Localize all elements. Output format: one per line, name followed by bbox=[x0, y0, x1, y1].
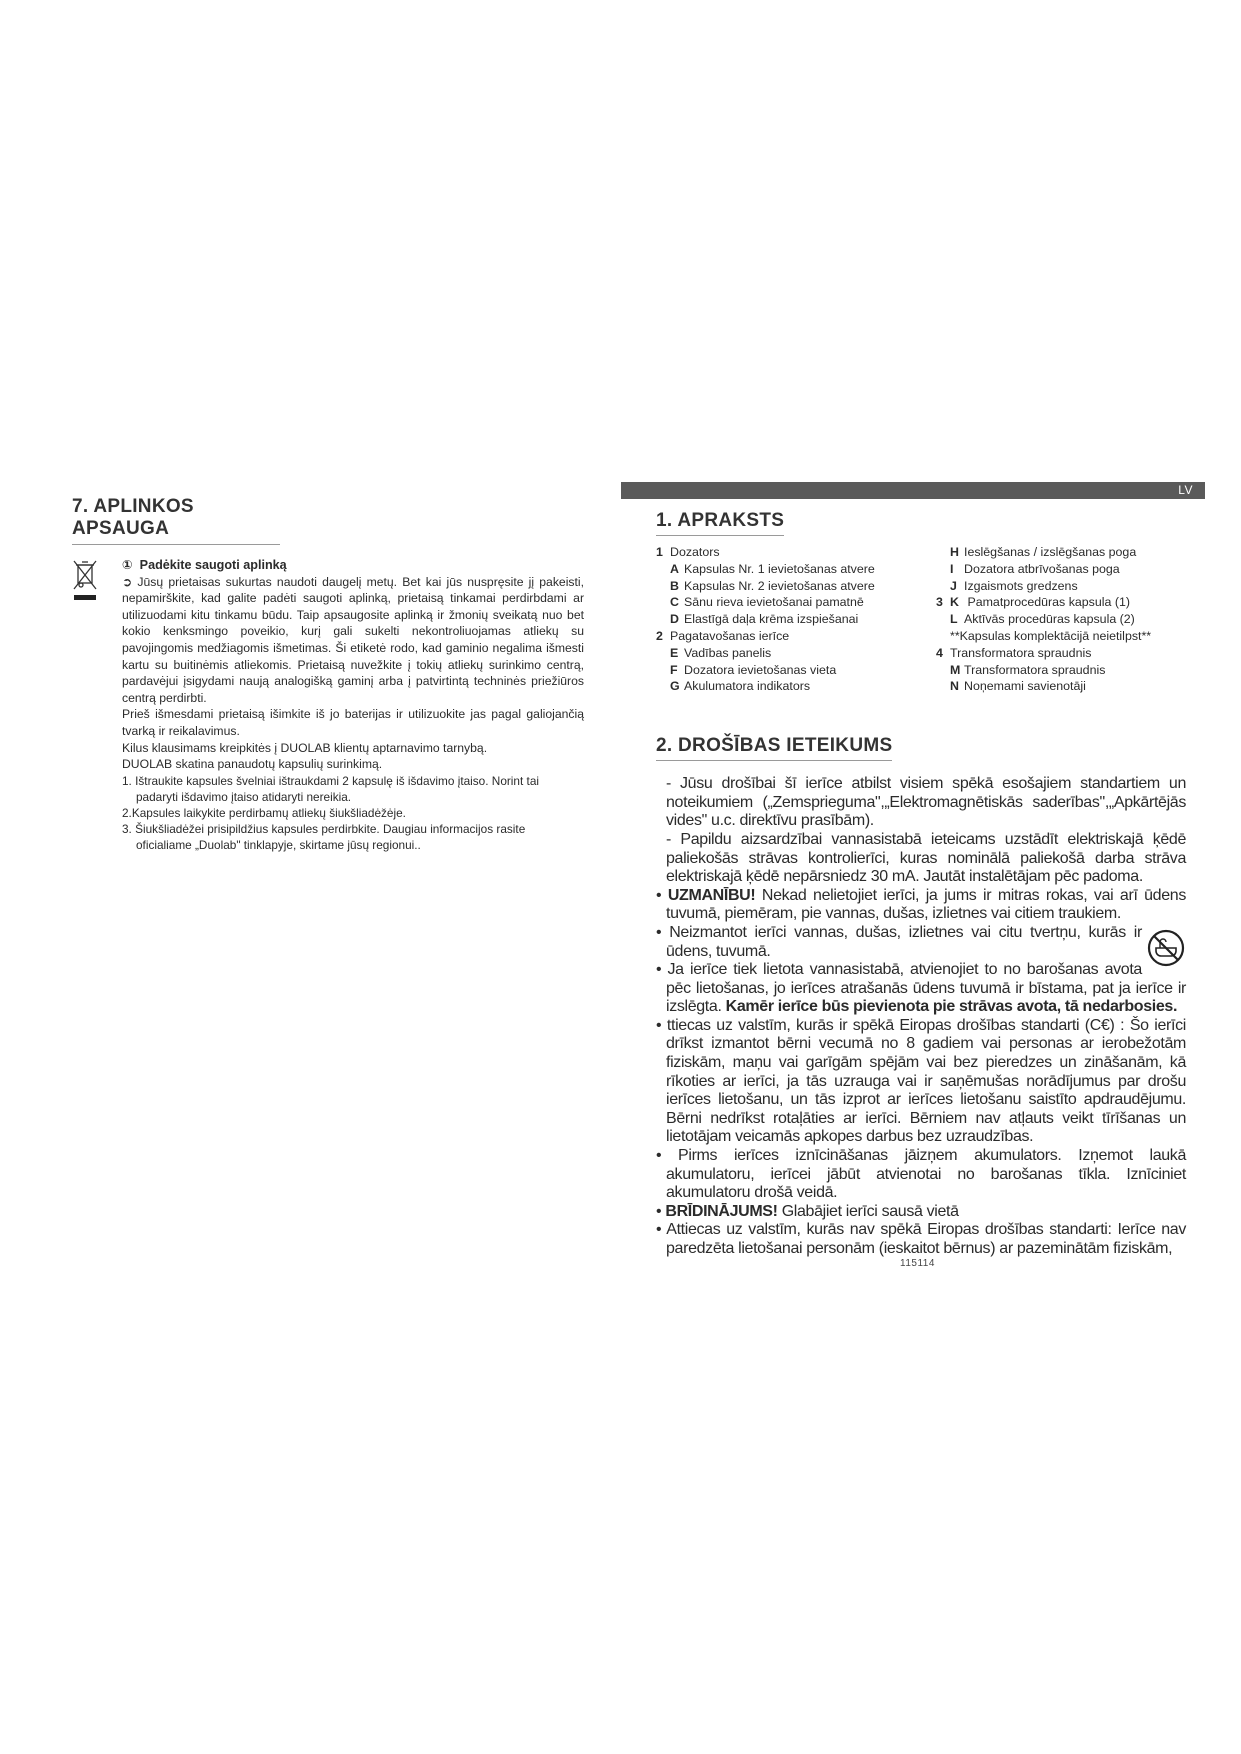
safety-section bbox=[656, 735, 1186, 1258]
list-item: A Kapsulas Nr. 1 ievietošanas atvere bbox=[670, 561, 875, 576]
list-item: 2.Kapsules laikykite perdirbamų atliekų šiukšliadėžėje. bbox=[122, 805, 406, 820]
list-item: C Sānu rieva ievietošanai pamatnē bbox=[670, 595, 864, 610]
list-item: 2 Pagatavošanas ierīce bbox=[656, 628, 790, 643]
language-header-bar bbox=[621, 482, 1205, 499]
list-item: B Kapsulas Nr. 2 ievietošanas atvere bbox=[670, 578, 875, 593]
safety-paragraph: • Attiecas uz valstīm, kurās nav spēkā Eiropas drošības standarti: Ierīce nav paredzēta lietošanai personām (ieskaitot bērnus) ar pazeminātām fiziskām, bbox=[656, 1221, 1186, 1258]
list-item: F Dozatora ievietošanas vieta bbox=[670, 662, 837, 677]
capsule-collection-paragraph: DUOLAB skatina panaudotų kapsulių surinkimą. bbox=[122, 757, 383, 772]
list-item: M Transformatora spraudnis bbox=[950, 662, 1106, 677]
list-item: H Ieslēgšanas / izslēgšanas poga bbox=[950, 545, 1137, 559]
section-title-description: 1. APRAKSTS bbox=[656, 510, 784, 536]
environment-section bbox=[72, 557, 584, 853]
list-item: E Vadības panelis bbox=[670, 645, 772, 660]
list-item: N Noņemami savienotāji bbox=[950, 679, 1086, 694]
description-column-left bbox=[656, 544, 936, 695]
list-item: **Kapsulas komplektācijā neietilpst** bbox=[950, 628, 1152, 643]
page-number: 115114 bbox=[900, 1258, 935, 1269]
list-item: 3. Šiukšliadėžei prisipildžius kapsules perdirbkite. Daugiau informacijos rasite oficialiame „Duolab" tinklapyje, skirtame jūsų regionui.. bbox=[122, 821, 526, 852]
arrow-bullet-icon: ➲ bbox=[122, 574, 133, 589]
info-icon: ① bbox=[122, 558, 133, 572]
description-list bbox=[656, 544, 1186, 695]
environment-text bbox=[122, 557, 584, 853]
safety-paragraph: - Jūsu drošībai šī ierīce atbilst visiem spēkā esošajiem standartiem un noteikumiem („Zemsprieguma",„Elektromagnētiskās saderības",„Apkārtējās vides" u.c. direktīvu prasībām). bbox=[666, 775, 1186, 830]
section-title-environment: 7. APLINKOS APSAUGA bbox=[72, 496, 280, 545]
safety-paragraph: • BRĪDINĀJUMS! Glabājiet ierīci sausā vietā bbox=[656, 1202, 959, 1220]
environment-paragraph: ➲ Jūsų prietaisas sukurtas naudoti daugelį metų. Bet kai jūs nuspręsite jį pakeisti, nepamirškite, kad galite padėti saugoti aplinką, prietaisą tinkamai perdirbdami ar utilizuodami kitu tinkamu būdu. Taip apsaugosite aplinką ir žmonių sveikatą nuo bet kokio kenksmingo poveikio, kurį gali sukelti nekontroliuojamas atliekų su pavojingomis medžiagomis išmetimas. Ši etiketė rodo, kad gaminio negalima išmesti kartu su buitinėmis atliekomis. Prietaisą nuvežkite į tokių atliekų surinkimo centrą, pardavėjui įsigydami naują analogišką gaminį arba į patvirtintą techninės priežiūros centrą perdirbti. bbox=[122, 574, 584, 705]
environment-subhead: ① Padėkite saugoti aplinką bbox=[122, 558, 287, 572]
safety-paragraph: • Neizmantot ierīci vannas, dušas, izlietnes vai citu tvertņu, kurās ir ūdens, tuvumā. bbox=[656, 924, 1186, 961]
weee-crossed-bin-icon bbox=[72, 559, 98, 603]
safety-text bbox=[656, 775, 1186, 1258]
safety-paragraph: • ttiecas uz valstīm, kurās ir spēkā Eiropas drošības standarti (C€) : Šo ierīci drīkst izmantot bērni vecumā no 8 gadiem vai personas ar ierobežotām fiziskām, maņu vai garīgām spējām vai bez pieredzes un zināšanām, kā rīkoties ar ierīci, ja tās uzrauga vai ir saņēmušas norādījumus par drošu ierīces lietošanu, un tās izprot ar ierīces lietošanu saistīto apdraudējumu. Bērni nedrīkst rotaļāties ar ierīci. Bērniem nav atļauts veikt tīrīšanas un lietotājam veicamās apkopes darbus bez uzraudzības. bbox=[656, 1016, 1186, 1146]
recycling-steps bbox=[122, 773, 584, 853]
list-item: 1 Dozators bbox=[656, 545, 720, 559]
list-item: D Elastīgā daļa krēma izspiešanai bbox=[670, 612, 859, 627]
language-tag: LV bbox=[1178, 483, 1193, 497]
section-title-safety: 2. DROŠĪBAS IETEIKUMS bbox=[656, 735, 892, 761]
safety-paragraph: • Pirms ierīces iznīcināšanas jāizņem akumulators. Izņemot laukā akumulatoru, ierīcei jābūt atvienotai no barošanas tīkla. Iznīciniet akumulatoru drošā veidā. bbox=[656, 1147, 1186, 1202]
list-item: 1. Ištraukite kapsules švelniai ištraukdami 2 kapsulę iš išdavimo įtaiso. Norint tai padaryti išdavimo įtaiso atidaryti nereikia. bbox=[122, 773, 540, 804]
battery-paragraph: Prieš išmesdami prietaisą išimkite iš jo baterijas ir utilizuokite jas pagal galiojančią tvarką ir reikalavimus. bbox=[122, 707, 584, 738]
list-item: G Akulumatora indikators bbox=[670, 679, 811, 694]
customer-service-paragraph: Kilus klausimams kreipkitės į DUOLAB klientų aptarnavimo tarnybą. bbox=[122, 740, 488, 755]
list-item: J Izgaismots gredzens bbox=[950, 578, 1078, 593]
list-item: 4 Transformatora spraudnis bbox=[936, 645, 1092, 660]
safety-paragraph: • UZMANĪBU! Nekad nelietojiet ierīci, ja jums ir mitras rokas, vai arī ūdens tuvumā, piemēram, pie vannas, dušas, izlietnes vai citiem traukiem. bbox=[656, 886, 1186, 923]
left-page bbox=[72, 496, 584, 853]
list-item: 3 K Pamatprocedūras kapsula (1) bbox=[936, 595, 1130, 610]
right-page bbox=[656, 510, 1186, 1259]
safety-paragraph: • Ja ierīce tiek lietota vannasistabā, atvienojiet to no barošanas avota pēc lietošanas, jo ierīces atrašanās ūdens tuvumā ir bīstama, pat ja ierīce ir izslēgta. Kamēr ierīce būs pievienota pie strāvas avota, tā nedarbosies. bbox=[656, 961, 1186, 1016]
list-item: I Dozatora atbrīvošanas poga bbox=[950, 561, 1120, 576]
description-column-right bbox=[936, 544, 1186, 695]
list-item: L Aktīvās procedūras kapsula (2) bbox=[950, 612, 1135, 627]
no-bath-use-icon bbox=[1146, 928, 1186, 968]
safety-paragraph: - Papildu aizsardzībai vannasistabā ieteicams uzstādīt elektriskajā ķēdē paliekošās strāvas kontrolierīci, kuras nominālā paliekošā darba strāva elektriskajā ķēdē nepārsniedz 30 mA. Jautāt instalētājam pēc padoma. bbox=[666, 830, 1186, 886]
